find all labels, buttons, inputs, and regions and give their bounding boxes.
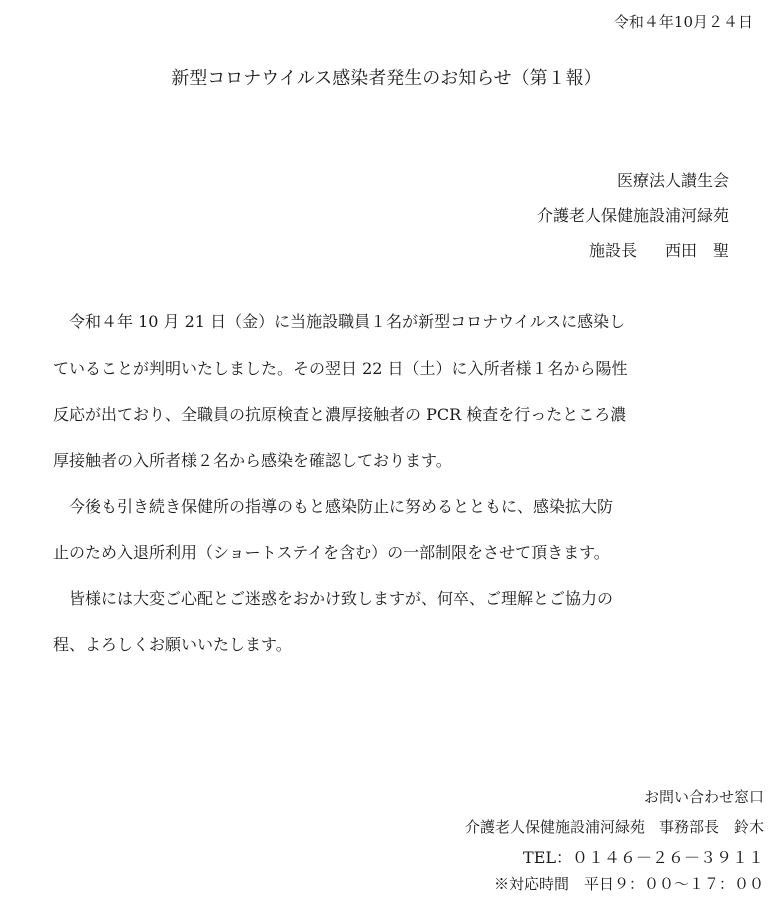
contact-tel: TEL：０１４６－２６－３９１１ xyxy=(523,848,764,867)
body-line: 皆様には大変ご心配とご迷惑をおかけ致しますが、何卒、ご理解とご協力の xyxy=(53,589,614,608)
contact-hours: ※対応時間 平日９：００～１７：００ xyxy=(493,875,764,893)
body-line: 程、よろしくお願いいたします。 xyxy=(53,635,292,654)
body-line: ていることが判明いたしました。その翌日 22 日（土）に入所者様１名から陽性 xyxy=(53,359,628,378)
document-date: 令和４年10月２４日 xyxy=(613,13,753,31)
body-line: 反応が出ており、全職員の抗原検査と濃厚接触者の PCR 検査を行ったところ濃 xyxy=(53,405,627,424)
body-line: 止のため入退所利用（ショートステイを含む）の一部制限をさせて頂きます。 xyxy=(53,543,610,562)
issuer-organization: 医療法人讃生会 xyxy=(616,171,729,190)
contact-office xyxy=(465,816,764,837)
contact-heading: お問い合わせ窓口 xyxy=(643,788,764,806)
issuer-head-title: 施設長 xyxy=(588,241,637,260)
issuer-head xyxy=(589,238,729,261)
body-line: 令和４年 10 月 21 日（金）に当施設職員１名が新型コロナウイルスに感染し xyxy=(53,312,626,331)
body-line: 厚接触者の入所者様２名から感染を確認しております。 xyxy=(53,451,452,470)
contact-facility: 介護老人保健施設浦河緑苑 xyxy=(464,818,645,836)
contact-role-name: 事務部長 鈴木 xyxy=(658,818,764,836)
issuer-facility: 介護老人保健施設浦河緑苑 xyxy=(536,206,729,225)
document-title: 新型コロナウイルス感染者発生のお知らせ（第１報） xyxy=(171,68,602,89)
issuer-head-name: 西田 聖 xyxy=(664,241,729,260)
body-line: 今後も引き続き保健所の指導のもと感染防止に努めるとともに、感染拡大防 xyxy=(53,497,614,516)
